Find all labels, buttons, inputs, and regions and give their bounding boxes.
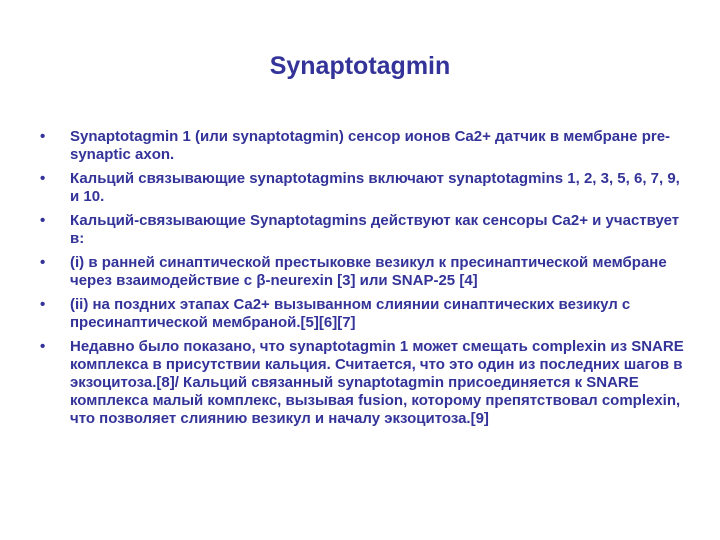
list-item bbox=[40, 170, 690, 206]
list-item-text: (ii) на поздних этапах Ca2+ вызыванном слиянии синаптических везикул с пресинаптической мембраной.[5][6][7] bbox=[70, 296, 631, 331]
list-item bbox=[40, 296, 690, 332]
slide-title: Synaptotagmin bbox=[269, 52, 451, 80]
bullet-dot-icon: • bbox=[40, 212, 46, 229]
list-item-text: Недавно было показано, что synaptotagmin 1 может смещать complexin из SNARE комплекса в присутствии кальция. Считается, что это один из последних шагов в экзоцитоза.[8]/ Кальций связанный synaptotagmin присоединяется к SNARE комплекса малый комплекс, вызывая fusion, которому препятствовал complexin, что позволяет слиянию везикул и началу экзоцитоза.[9] bbox=[70, 338, 684, 427]
bullet-dot-icon: • bbox=[40, 338, 46, 355]
bullet-dot-icon: • bbox=[40, 170, 46, 187]
bullet-dot-icon: • bbox=[40, 254, 46, 271]
list-item-text: Кальций связывающие synaptotagmins включают synaptotagmins 1, 2, 3, 5, 6, 7, 9, и 10. bbox=[70, 170, 680, 205]
list-item-text: Synaptotagmin 1 (или synaptotagmin) сенсор ионов Ca2+ датчик в мембране pre-synaptic axon. bbox=[70, 128, 671, 163]
list-item bbox=[40, 338, 690, 428]
bullet-dot-icon: • bbox=[40, 296, 46, 313]
list-item bbox=[40, 212, 690, 248]
bullet-list bbox=[40, 128, 690, 434]
list-item-text: (i) в ранней синаптической престыковке везикул к пресинаптической мембране через взаимодействие с β-neurexin [3] или SNAP-25 [4] bbox=[70, 254, 667, 289]
list-item bbox=[40, 128, 690, 164]
bullet-dot-icon: • bbox=[40, 128, 46, 145]
list-item-text: Кальций-связывающие Synaptotagmins действуют как сенсоры Ca2+ и участвует в: bbox=[70, 212, 680, 247]
list-item bbox=[40, 254, 690, 290]
